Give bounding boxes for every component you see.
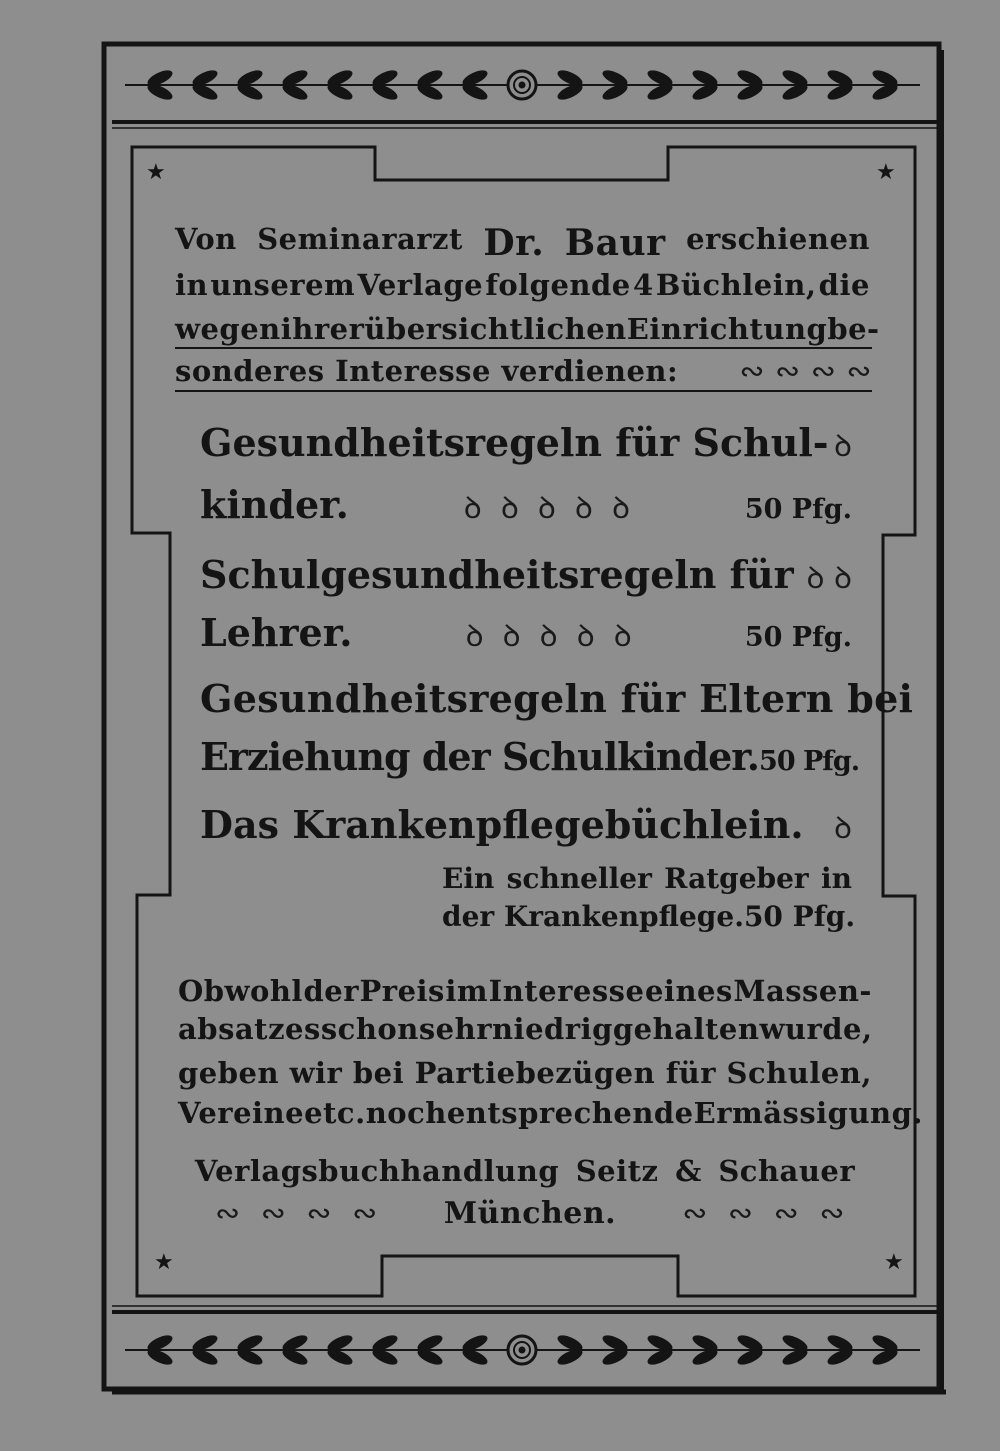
word: sehr (418, 1012, 492, 1046)
word: wir (289, 1056, 343, 1090)
author-name: Baur (564, 222, 666, 264)
word: Partiebezügen (414, 1056, 656, 1090)
word: wurde, (759, 1012, 873, 1046)
swirl-ornament-icon: ꝺ ꝺ ꝺ ꝺ ꝺ (465, 619, 632, 654)
intro-line-1 (175, 222, 870, 264)
star-icon: ★ (876, 160, 896, 185)
notice-line-4 (178, 1096, 923, 1130)
publisher-name-text: Verlagsbuchhandlung Seitz & Schauer (194, 1154, 856, 1188)
intro-last-line: sonderes Interesse verdienen: (175, 354, 679, 388)
word: folgende (485, 268, 631, 302)
word: übersichtlichen (364, 312, 627, 346)
word: Büchlein, (655, 268, 817, 302)
swirl-ornament-icon: ꝺ ꝺ ꝺ ꝺ ꝺ (463, 491, 630, 526)
author-title: Dr. (483, 222, 545, 264)
swirl-ornament-icon: ∾ ∾ ∾ ∾ (682, 1196, 845, 1231)
word: erschienen (686, 222, 870, 256)
word: Seminararzt (257, 222, 463, 256)
intro-line-4 (175, 354, 872, 389)
book-3-title (200, 676, 914, 721)
word: geben (178, 1056, 280, 1090)
swirl-ornament-icon: ꝺ ꝺ (806, 561, 852, 596)
star-icon: ★ (146, 160, 166, 185)
book-subtitle: der Krankenpflege. (442, 900, 744, 933)
star-icon: ★ (154, 1250, 174, 1275)
word: Einrichtung (626, 312, 828, 346)
word: 4 (632, 268, 654, 302)
word: für (665, 1056, 717, 1090)
book-2-line2 (200, 610, 852, 655)
book-4-sub2 (442, 900, 856, 933)
book-4-title (200, 802, 852, 847)
word: die (818, 268, 870, 302)
intro-underline (175, 347, 872, 349)
word: absatzes (178, 1012, 321, 1046)
book-title-line: Lehrer. (200, 610, 353, 655)
publisher-name (178, 1154, 872, 1188)
word: Verlage (357, 268, 484, 302)
book-title-line: Das Krankenpflegebüchlein. (200, 802, 804, 847)
word: Preis (359, 974, 445, 1008)
swirl-ornament-icon: ꝺ (834, 429, 852, 464)
word: entsprechende (446, 1096, 694, 1130)
word: Obwohl (178, 974, 303, 1008)
word: Von (175, 222, 237, 256)
word: eines (644, 974, 733, 1008)
intro-line-2 (175, 268, 870, 302)
publisher-city-row (215, 1196, 845, 1231)
intro-line-3 (175, 312, 880, 346)
word: be- (827, 312, 880, 346)
book-price: 50 Pfg. (759, 746, 860, 777)
swirl-ornament-icon: ∾ ∾ ∾ ∾ (739, 354, 872, 389)
swirl-ornament-icon: ꝺ (834, 811, 852, 846)
book-1-line2 (200, 482, 852, 527)
word: gehalten (612, 1012, 760, 1046)
book-price: 50 Pfg. (744, 622, 852, 653)
book-title-line: Gesundheitsregeln für Schul- (200, 420, 829, 465)
book-2-title (200, 552, 852, 597)
book-4-sub1 (442, 862, 852, 895)
word: im (445, 974, 489, 1008)
book-title-line: Erziehung der Schulkinder. (200, 734, 760, 779)
book-title-line: kinder. (200, 482, 349, 527)
word: bei (352, 1056, 405, 1090)
notice-line-3 (178, 1056, 872, 1090)
book-subtitle: Ein schneller Ratgeber in (442, 862, 852, 895)
book-3-line2 (200, 734, 860, 779)
swirl-ornament-icon: ∾ ∾ ∾ ∾ (215, 1196, 378, 1231)
word: wegen (175, 312, 281, 346)
notice-line-2 (178, 1012, 872, 1046)
star-icon: ★ (884, 1250, 904, 1275)
word: niedrig (491, 1012, 613, 1046)
word: etc. (304, 1096, 366, 1130)
word: Massen- (733, 974, 872, 1008)
word: noch (365, 1096, 447, 1130)
word: Interesse (488, 974, 645, 1008)
word: Vereine (178, 1096, 305, 1130)
word: schon (320, 1012, 419, 1046)
notice-line-1 (178, 974, 872, 1008)
book-title-line: Gesundheitsregeln für Eltern bei (200, 676, 914, 721)
book-price: 50 Pfg. (744, 494, 852, 525)
word: Ermässigung. (693, 1096, 923, 1130)
book-1-title (200, 420, 852, 465)
word: ihrer (280, 312, 365, 346)
word: unserem (210, 268, 356, 302)
word: der (303, 974, 359, 1008)
word: in (175, 268, 209, 302)
publisher-city: München. (443, 1196, 617, 1231)
intro-underline (175, 390, 872, 392)
book-title-line: Schulgesundheitsregeln für (200, 552, 794, 597)
book-price: 50 Pfg. (743, 900, 856, 933)
word: Schulen, (726, 1056, 872, 1090)
